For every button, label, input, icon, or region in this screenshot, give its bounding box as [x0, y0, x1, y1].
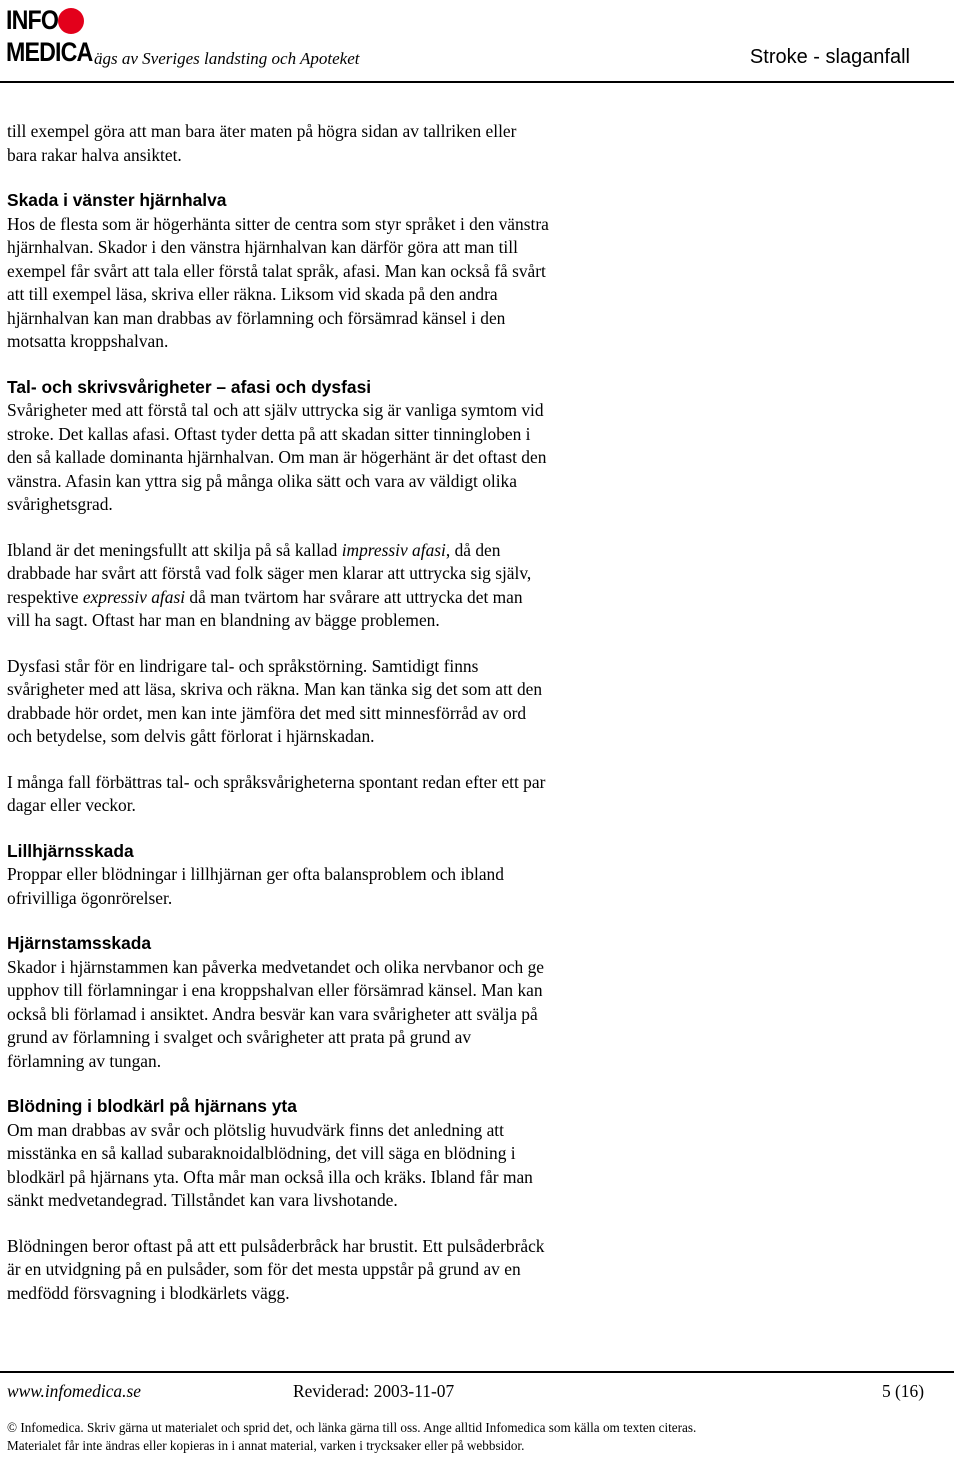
- section-heading: Tal- och skrivsvårigheter – afasi och dysfasi: [7, 376, 372, 397]
- text-line: bara rakar halva ansiktet.: [7, 144, 182, 165]
- text-line: blodkärl på hjärnans yta. Ofta mår man också illa och kräks. Ibland får man: [7, 1166, 533, 1187]
- section-heading: Lillhjärnsskada: [7, 840, 134, 861]
- logo-red-dot-icon: [58, 8, 84, 34]
- text-line: den så kallade dominanta hjärnhalvan. Om man är högerhänt är det oftast den: [7, 447, 547, 467]
- text-line: dagar eller veckor.: [7, 795, 136, 815]
- document-body: [7, 120, 927, 1327]
- text-line: drabbade hör ordet, men kan inte jämföra det med sitt minnesförråd av ord: [7, 702, 527, 723]
- text-line: sänkt medvetandegrad. Tillståndet kan vara livshotande.: [7, 1190, 398, 1210]
- footer-revision-date: Reviderad: 2003-11-07: [293, 1381, 455, 1401]
- text-line: också bli förlamad i ansiktet. Andra besvär kan vara svårigheter att svälja på: [7, 1003, 538, 1024]
- copyright-line: © Infomedica. Skriv gärna ut materialet och sprid det, och länka gärna till oss. Ange alltid Infomedica som källa om texten citeras.: [7, 1420, 697, 1435]
- header-divider: [0, 81, 954, 83]
- text-span: respektive: [7, 586, 83, 607]
- text-line: är en utvidgning på en pulsåder, som för det mesta uppstår på grund av en: [7, 1259, 521, 1279]
- text-line: Blödningen beror oftast på att ett pulsåderbråck har brustit. Ett pulsåderbråck: [7, 1235, 545, 1256]
- text-line: medfödd försvagning i blodkärlets vägg.: [7, 1282, 290, 1303]
- text-line: grund av förlamning i svalget och svårigheter att prata på grund av: [7, 1027, 472, 1047]
- document-title: Stroke - slaganfall: [749, 46, 910, 68]
- footer-divider: [0, 1371, 954, 1373]
- text-line: drabbade har svårt att förstå vad folk säger men klarar att uttrycka sig själv,: [7, 563, 532, 583]
- text-line: till exempel göra att man bara äter maten på högra sidan av tallriken eller: [7, 121, 517, 141]
- text-line: exempel får svårt att tala eller förstå talat språk, afasi. Man kan också få svårt: [7, 260, 546, 281]
- text-line: ofrivilliga ögonrörelser.: [7, 887, 173, 908]
- text-line: hjärnhalvan kan man drabbas av förlamning och försämrad känsel i den: [7, 307, 506, 328]
- text-line: och betydelse, som delvis gått förlorat i hjärnskadan.: [7, 726, 375, 746]
- text-span: då man tvärtom har svårare att uttrycka det man: [185, 586, 523, 607]
- text-line: hjärnhalvan. Skador i den vänstra hjärnhalvan kan därför göra att man till: [7, 237, 518, 257]
- emphasis-term: expressiv afasi: [82, 586, 186, 607]
- text-line: Dysfasi står för en lindrigare tal- och språkstörning. Samtidigt finns: [7, 655, 479, 676]
- text-line: motsatta kroppshalvan.: [7, 331, 169, 351]
- text-line: Svårigheter med att förstå tal och att själv uttrycka sig är vanliga symtom vid: [7, 400, 544, 420]
- text-line: Skador i hjärnstammen kan påverka medvetandet och olika nervbanor och ge: [7, 956, 544, 977]
- section-surface-bleeding: [7, 1095, 927, 1213]
- section-left-hemisphere: [7, 189, 927, 354]
- text-line: förlamning av tungan.: [7, 1050, 162, 1071]
- section-heading: Blödning i blodkärl på hjärnans yta: [7, 1096, 297, 1116]
- page-header: [0, 0, 960, 82]
- header-tagline: ägs av Sveriges landsting och Apoteket: [94, 49, 360, 68]
- text-line: Hos de flesta som är högerhänta sitter de centra som styr språket i den vänstra: [7, 213, 549, 234]
- section-heading: Skada i vänster hjärnhalva: [7, 190, 227, 210]
- text-line: vänstra. Afasin kan yttra sig på många olika sätt och vara av väldigt olika: [7, 470, 517, 491]
- text-line: I många fall förbättras tal- och språksvårigheterna spontant redan efter ett par: [7, 771, 546, 792]
- text-line: [7, 539, 927, 563]
- dysphasia-paragraph: [7, 655, 927, 749]
- emphasis-term: impressiv afasi: [341, 539, 446, 560]
- logo-text-info: INFO: [6, 5, 59, 35]
- intro-paragraph: [7, 120, 927, 167]
- section-heading: Hjärnstamsskada: [7, 933, 152, 953]
- text-line: att till exempel läsa, skriva eller räkna. Liksom vid skada på den andra: [7, 284, 498, 304]
- aphasia-types-paragraph: [7, 539, 927, 633]
- copyright-notice: [7, 1419, 696, 1455]
- text-line: vill ha sagt. Oftast har man en blandning av bägge problemen.: [7, 610, 440, 630]
- text-line: [7, 586, 927, 610]
- text-line: Om man drabbas av svår och plötslig huvudvärk finns det anledning att: [7, 1119, 504, 1140]
- section-aphasia: [7, 376, 927, 517]
- logo-text-medica: MEDICA: [6, 37, 93, 67]
- aneurysm-paragraph: [7, 1235, 927, 1306]
- copyright-line: Materialet får inte ändras eller kopieras in i annat material, varken i trycksaker eller på webbsidor.: [7, 1438, 525, 1453]
- text-line: upphov till förlamningar i ena kroppshalvan eller försämrad känsel. Man kan: [7, 980, 543, 1000]
- text-span: Ibland är det meningsfullt att skilja på så kallad: [7, 539, 342, 560]
- improvement-paragraph: [7, 771, 927, 818]
- infomedica-logo: [6, 5, 93, 68]
- page-number: 5 (16): [881, 1381, 924, 1401]
- text-span: , då den: [445, 539, 501, 560]
- text-line: Proppar eller blödningar i lillhjärnan ger ofta balansproblem och ibland: [7, 864, 504, 884]
- section-cerebellum: [7, 840, 927, 911]
- text-line: misstänka en så kallad subaraknoidalblödning, det vill säga en blödning i: [7, 1143, 516, 1163]
- section-brainstem: [7, 932, 927, 1073]
- footer-website-link[interactable]: www.infomedica.se: [7, 1381, 141, 1401]
- text-line: svårigheter med att läsa, skriva och räkna. Man kan tänka sig det som att den: [7, 679, 543, 699]
- text-line: stroke. Det kallas afasi. Oftast tyder detta på att skadan sitter tinningloben i: [7, 423, 531, 444]
- text-line: svårighetsgrad.: [7, 494, 113, 514]
